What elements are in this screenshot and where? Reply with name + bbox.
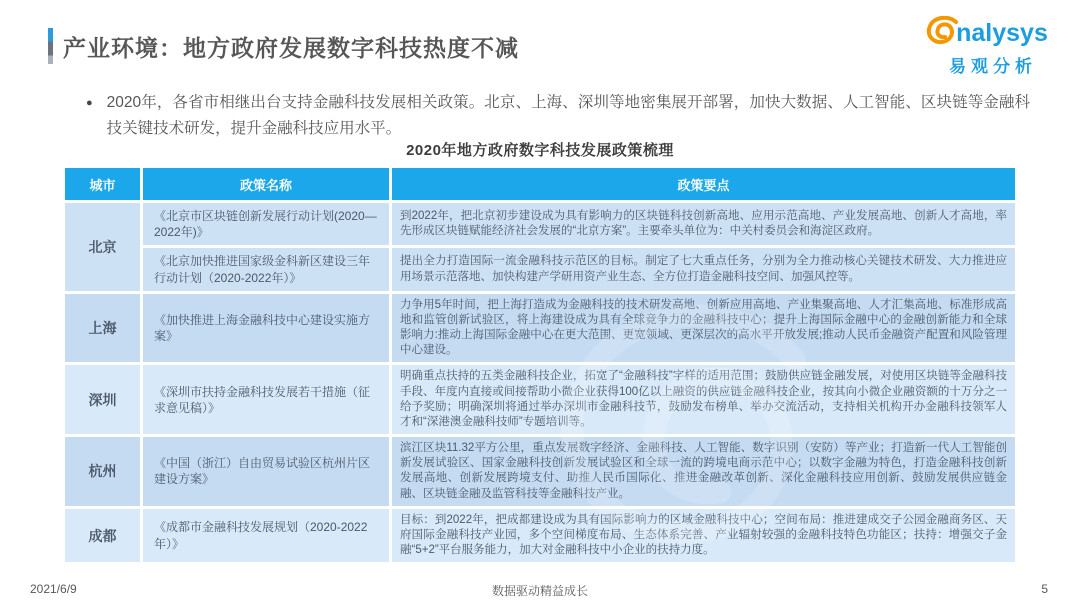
intro-text: 2020年，各省市相继出台支持金融科技发展相关政策。北京、上海、深圳等地密集展开部署，加快大数据、人工智能、区块链等金融科技关键技术研发，提升金融科技应用水平。	[106, 94, 1030, 137]
policy-name-cell: 《中国（浙江）自由贸易试验区杭州片区建设方案》	[143, 437, 389, 506]
city-cell-shenzhen: 深圳	[65, 365, 140, 434]
policy-name-cell: 《成都市金融科技发展规划（2020-2022年）》	[143, 509, 389, 563]
policy-points-cell: 明确重点扶持的五类金融科技企业，拓宽了“金融科技”字样的适用范围；鼓励供应链金融发展，对使用区块链等金融科技手段、年度内直接或间接帮助小微企业获得100亿以上融资的供应链金融科技企业，按其向小微企业融资额的十万分之一给予奖励；明确深圳将通过举办深圳市金融科技节，鼓励发布榜单、举办交流活动，支持相关机构开办金融科技领军人才和“深港澳金融科技师”专题培训等。	[392, 365, 1015, 434]
policy-name-cell: 《加快推进上海金融科技中心建设实施方案》	[143, 294, 389, 363]
header-policy-name: 政策名称	[143, 168, 389, 200]
city-cell-chengdu: 成都	[65, 509, 140, 563]
table-row	[65, 437, 1015, 506]
footer	[0, 582, 1080, 600]
policy-points-cell: 到2022年，把北京初步建设成为具有影响力的区块链科技创新高地、应用示范高地、产业发展高地、创新人才高地，率先形成区块链赋能经济社会发展的“北京方案”。主要牵头单位为：中关村委员会和海淀区政府。	[392, 203, 1015, 245]
city-cell-beijing: 北京	[65, 203, 140, 291]
table-header-row	[65, 168, 1015, 200]
analysys-logo	[916, 16, 1058, 77]
policy-table	[62, 165, 1018, 565]
header-policy-points: 政策要点	[392, 168, 1015, 200]
table-row	[65, 509, 1015, 563]
table-title: 2020年地方政府数字科技发展政策梳理	[406, 142, 674, 159]
title-accent-bar	[48, 28, 53, 64]
logo-brand-text: nalysys	[956, 19, 1048, 47]
city-cell-shanghai: 上海	[65, 294, 140, 363]
policy-name-cell: 《深圳市扶持金融科技发展若干措施（征求意见稿）》	[143, 365, 389, 434]
bullet-dot-icon: ●	[86, 97, 93, 109]
policy-name-cell: 《北京市区块链创新发展行动计划(2020—2022年)》	[143, 203, 389, 245]
policy-points-cell: 提出全力打造国际一流金融科技示范区的目标。制定了七大重点任务，分别为全力推动核心关键技术研发、大力推进应用场景示范落地、加快构建产学研用资产业生态、全方位打造金融科技空间、加强风控等。	[392, 248, 1015, 290]
footer-slogan: 数据驱动精益成长	[491, 584, 588, 598]
analysys-swirl-icon	[926, 16, 960, 51]
table-row	[65, 365, 1015, 434]
title-row	[48, 28, 519, 64]
policy-points-cell: 滨江区块11.32平方公里，重点发展数字经济、金融科技、人工智能、数字识别（安防）等产业；打造新一代人工智能创新发展试验区、国家金融科技创新发展试验区和全球一流的跨境电商示范中心；以数字金融为特色，打造金融科技创新发展高地、创新发展跨境支付、助推人民币国际化、推进金融改革创新、深化金融科技应用创新、鼓励发展供应链金融、区块链金融及监管科技等金融科技产业。	[392, 437, 1015, 506]
header-city: 城市	[65, 168, 140, 200]
table-row	[65, 294, 1015, 363]
logo-wordmark	[916, 16, 1058, 51]
footer-page-number: 5	[1041, 582, 1048, 596]
policy-table-wrap	[62, 165, 1018, 565]
table-row	[65, 248, 1015, 290]
city-cell-hangzhou: 杭州	[65, 437, 140, 506]
logo-chinese-name: 易观分析	[949, 57, 1037, 76]
intro-bullet-row	[86, 90, 1030, 142]
footer-date: 2021/6/9	[30, 582, 77, 596]
policy-name-cell: 《北京加快推进国家级金科新区建设三年行动计划（2020-2022年）》	[143, 248, 389, 290]
policy-points-cell: 力争用5年时间，把上海打造成为金融科技的技术研发高地、创新应用高地、产业集聚高地、人才汇集高地、标准形成高地和监管创新试验区，将上海建设成为具有全球竞争力的金融科技中心；提升上海国际金融中心的金融创新能力和全球影响力:推动上海国际金融中心在更大范围、更宽领域、更深层次的高水平开放发展;推动人民币金融资产配置和风险管理中心建设。	[392, 294, 1015, 363]
policy-points-cell: 目标：到2022年，把成都建设成为具有国际影响力的区域金融科技中心；空间布局：推进建成交子公园金融商务区、天府国际金融科技产业园，多个空间梯度布局、生态体系完善、产业辐射较强的金融科技特色功能区；扶持：增强交子金融“5+2”平台服务能力，加大对金融科技中小企业的扶持力度。	[392, 509, 1015, 563]
page-title: 产业环境：地方政府发展数字科技热度不减	[63, 34, 519, 61]
table-row	[65, 203, 1015, 245]
